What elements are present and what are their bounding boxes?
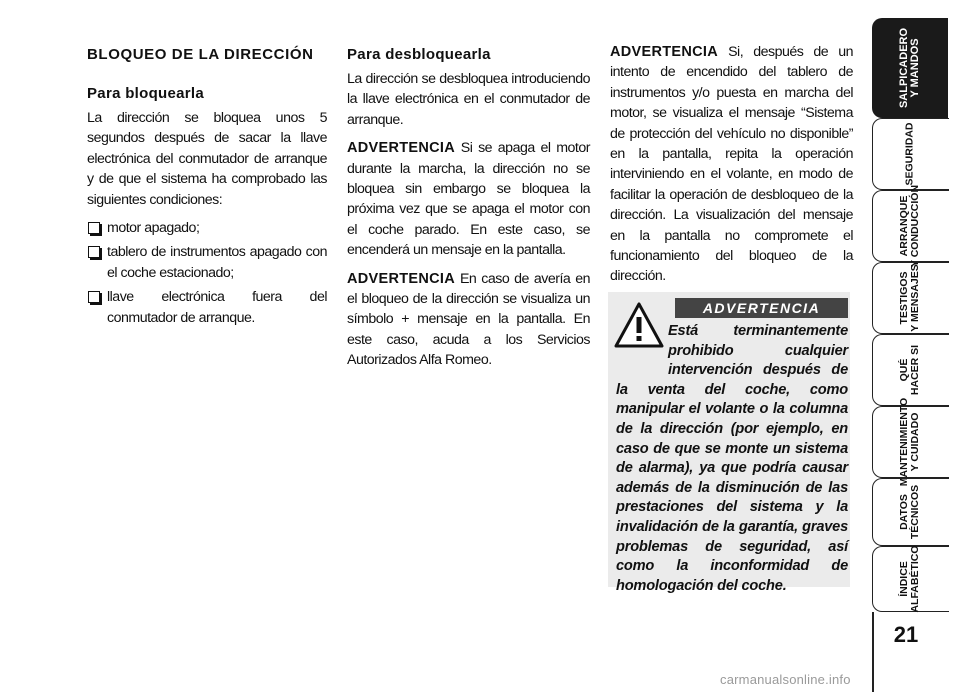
column-right xyxy=(610,42,853,295)
page-number: 21 xyxy=(893,622,919,647)
column-middle xyxy=(347,42,590,379)
warning-keyword: ADVERTENCIA xyxy=(347,270,456,287)
list-item: llave electrónica fuera del conmutador de arranque. xyxy=(87,287,327,328)
warning-keyword: ADVERTENCIA xyxy=(347,140,456,157)
tab-arranque[interactable]: ARRANQUE Y CONDUCCIÓN xyxy=(872,190,948,262)
unlock-subheading: Para desbloquearla xyxy=(347,46,491,63)
list-item: tablero de instrumentos apagado con el coche estacionado; xyxy=(87,242,327,283)
warning-paragraph-2: ADVERTENCIA En caso de avería en el bloqueo de la dirección se visualiza un símbolo + mensaje en la pantalla. En este caso, acuda a los Servicios Autorizados Alfa Romeo. xyxy=(347,270,590,369)
tab-que-hacer[interactable]: QUÉ HACER SI xyxy=(872,334,948,406)
tab-mantenimiento[interactable]: MANTENIMIENTO Y CUIDADO xyxy=(872,406,948,478)
tab-testigos[interactable]: TESTIGOS Y MENSAJES xyxy=(872,262,948,334)
section-heading: BLOQUEO DE LA DIRECCIÓN xyxy=(87,46,314,63)
unlock-text: La dirección se desbloquea introduciendo la llave electrónica en el conmutador de arranque. xyxy=(347,71,590,128)
tab-salpicadero[interactable]: SALPICADERO Y MANDOS xyxy=(872,18,948,118)
warning-box xyxy=(608,292,850,594)
condition-list xyxy=(87,218,327,328)
tab-datos-tecnicos[interactable]: DATOS TÉCNICOS xyxy=(872,478,948,546)
warning-paragraph-1: ADVERTENCIA Si se apaga el motor durante la marcha, la dirección no se bloquea sin embargo se bloquea la próxima vez que se apaga el motor con el coche parado. En este caso, se encenderá un mensaje en la pantalla. xyxy=(347,140,590,259)
lock-intro: La dirección se bloquea unos 5 segundos después de sacar la llave electrónica del conmutador de arranque y de que el sistema ha comprobado las siguientes condiciones: xyxy=(87,110,327,208)
tab-seguridad[interactable]: SEGURIDAD xyxy=(872,118,948,190)
column-left xyxy=(87,42,327,332)
warning-box-text: Está terminantemente prohibido cualquier intervención después de la venta del coche, como manipular el volante o la columna de la dirección (por ejemplo, en caso de que se monte un sistema de alarma), ya que podría causar además de la disminución de las prestaciones del sistema y la invalidación de la garantía, graves problemas de seguridad, así como la inconformidad de homologación del coche. xyxy=(616,323,848,594)
watermark: carmanualsonline.info xyxy=(720,672,851,687)
chapter-tabs xyxy=(872,0,960,692)
warning-keyword: ADVERTENCIA xyxy=(610,44,719,60)
list-item: motor apagado; xyxy=(87,218,327,238)
checkbox-bullet-icon xyxy=(88,291,100,303)
checkbox-bullet-icon xyxy=(88,222,100,234)
tab-indice[interactable]: ÍNDICE ALFABÉTICO xyxy=(872,546,948,612)
checkbox-bullet-icon xyxy=(88,246,100,258)
page-divider xyxy=(872,612,874,692)
warning-box-title: ADVERTENCIA xyxy=(675,298,848,318)
lock-subheading: Para bloquearla xyxy=(87,85,205,102)
warning-paragraph-3: ADVERTENCIA Si, después de un intento de encendido del tablero de instrumentos y/o puesta en marcha del motor, se visualiza el mensaje “Sistema de protección del vehículo no disponible” en la pantalla, repita la operación interviniendo en el volante, en modo de facilitar la operación de desbloqueo de la dirección. La visualización del mensaje en la pantalla no compromete el funcionamiento del bloqueo de la dirección. xyxy=(610,44,853,285)
